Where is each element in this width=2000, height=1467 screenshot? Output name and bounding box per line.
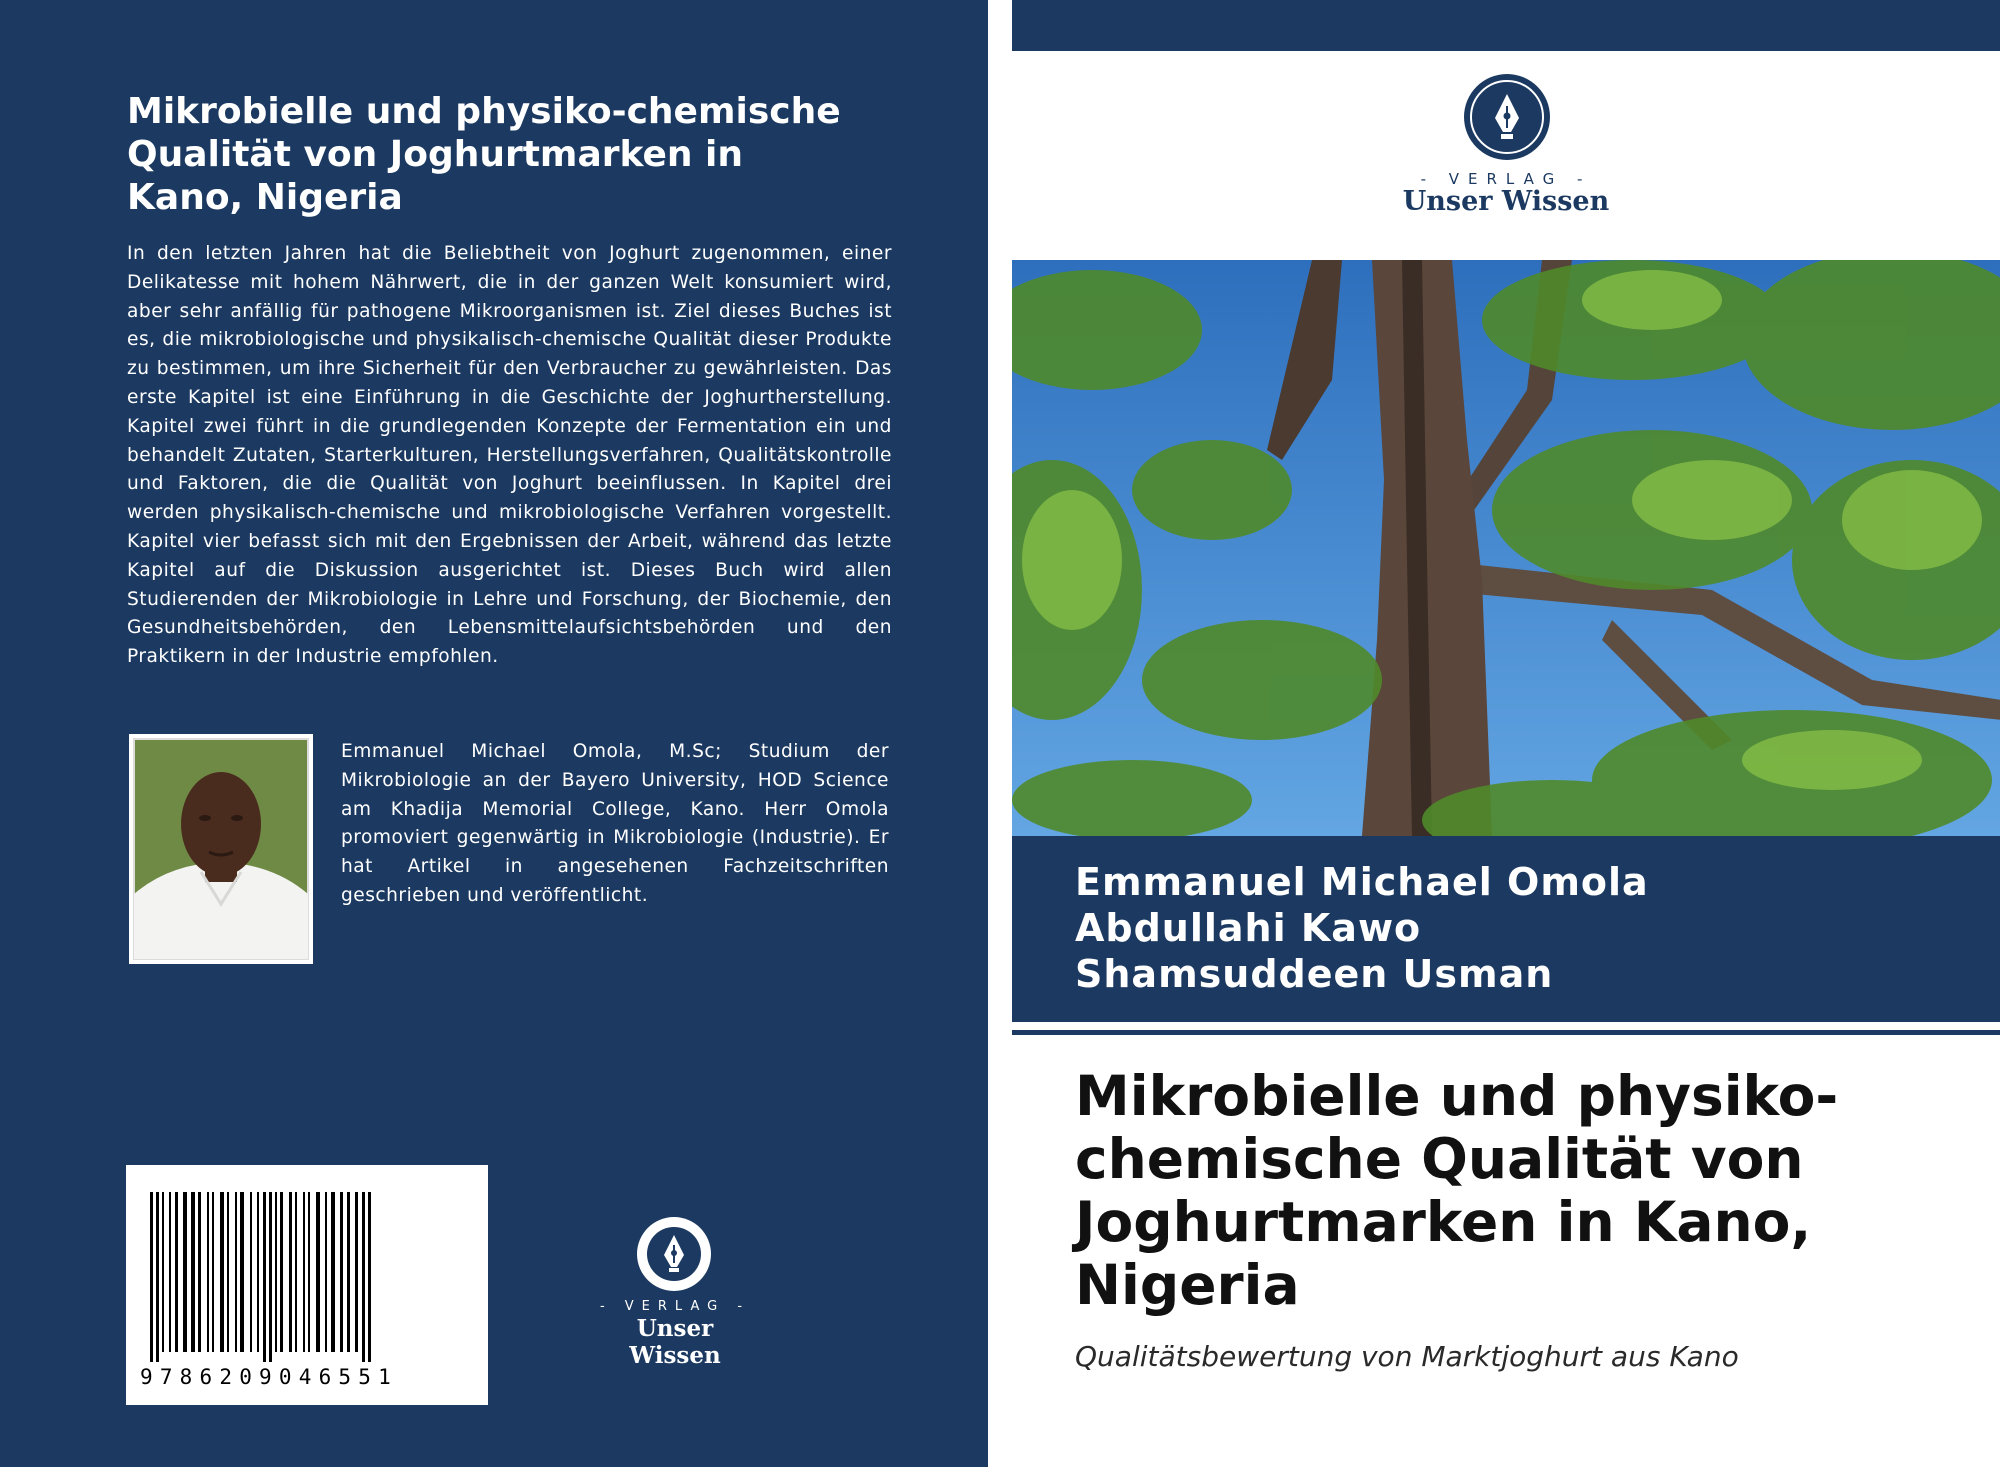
barcode-bar — [331, 1192, 335, 1352]
barcode-bar — [340, 1192, 343, 1352]
top-bar — [1012, 0, 2000, 51]
publisher-logo-back — [590, 1215, 760, 1369]
barcode-bar — [250, 1192, 252, 1352]
barcode-bars — [148, 1192, 468, 1362]
barcode-bar — [368, 1192, 371, 1362]
barcode-bar — [183, 1192, 187, 1352]
author-name-1: Emmanuel Michael Omola — [1075, 860, 1649, 904]
authors-band — [1012, 836, 2000, 1022]
author-photo — [129, 734, 313, 964]
barcode-bar — [169, 1192, 171, 1352]
back-cover — [0, 0, 988, 1467]
barcode-bar — [240, 1192, 244, 1352]
barcode-bar — [207, 1192, 209, 1352]
author-bio: Emmanuel Michael Omola, M.Sc; Studium der Mikrobiologie an der Bayero University, HOD Science am Khadija Memorial College, Kano. Herr Omola promoviert gegenwärtig in Mikrobiologie (Industrie). Er hat Artikel in angesehenen Fachzeitschriften geschrieben und veröffentlicht. — [341, 741, 889, 906]
front-cover-title: Mikrobielle und physiko-chemische Qualität von Joghurtmarken in Kano, Nigeria — [1075, 1064, 1839, 1317]
verlag-label: - VERLAG - — [599, 1299, 751, 1314]
barcode-bar — [347, 1192, 350, 1352]
front-cover-subtitle: Qualitätsbewertung von Marktjoghurt aus Kano — [1075, 1340, 1739, 1373]
publisher-logo-front — [1388, 72, 1624, 222]
front-cover — [1012, 0, 2000, 1467]
barcode-bar — [198, 1192, 201, 1352]
barcode-bar — [275, 1192, 277, 1352]
divider-rule — [1012, 1030, 2000, 1035]
book-summary: In den letzten Jahren hat die Beliebtheit von Joghurt zugenommen, einer Delikatesse mit hohem Nährwert, die in der ganzen Welt konsumiert wird, aber sehr anfällig für pathogene Mikroorganismen ist. Ziel dieses Buches ist es, die mikrobiologische und physikalisch-chemische Qualität dieser Produkte zu bestimmen, um ihre Sicherheit für den Verbraucher zu gewährleisten. Das erste Kapitel ist eine Einführung in die Geschichte der Joghurtherstellung. Kapitel zwei führt in die grundlegenden Konzepte der Fermentation ein und behandelt Zutaten, Starterkulturen, Herstellungsverfahren, Qualitätskontrolle und Faktoren, die die Qualität von Joghurt beeinflussen. In Kapitel drei werden physikalisch-chemische und mikrobiologische Verfahren vorgestellt. Kapitel vier befasst sich mit den Ergebnissen der Arbeit, während das letzte Kapitel auf die Diskussion ausgerichtet ist. Dieses Buch wird allen Studierenden der Mikrobiologie in Lehre und Forschung, der Biochemie, den Gesundheitsbehörden, den Lebensmittelaufsichtsbehörden und den Praktikern in der Industrie empfohlen. — [127, 243, 892, 668]
barcode-bar — [212, 1192, 214, 1352]
publisher-name: Unser Wissen — [629, 1315, 721, 1369]
barcode-bar — [162, 1192, 164, 1352]
barcode-bar — [150, 1192, 153, 1362]
barcode-bar — [295, 1192, 297, 1352]
author-name-2: Abdullahi Kawo — [1075, 906, 1422, 950]
barcode-bar — [269, 1192, 272, 1362]
barcode-bar — [303, 1192, 305, 1352]
isbn-barcode — [126, 1165, 488, 1405]
barcode-bar — [220, 1192, 224, 1352]
barcode-bar — [308, 1192, 310, 1352]
barcode-bar — [235, 1192, 237, 1352]
barcode-bar — [175, 1192, 178, 1352]
author-name-3: Shamsuddeen Usman — [1075, 952, 1554, 996]
isbn-digits: 9786209046551 — [140, 1365, 398, 1389]
fountain-pen-nib-icon — [635, 1215, 713, 1293]
publisher-name: Unser Wissen — [1402, 186, 1610, 217]
barcode-bar — [280, 1192, 283, 1352]
spine-gap — [988, 0, 1012, 1467]
barcode-bar — [362, 1192, 365, 1362]
barcode-bar — [263, 1192, 266, 1362]
barcode-bar — [289, 1192, 292, 1352]
barcode-bar — [325, 1192, 327, 1352]
barcode-bar — [257, 1192, 259, 1352]
barcode-bar — [227, 1192, 229, 1352]
barcode-bar — [191, 1192, 195, 1352]
barcode-bar — [316, 1192, 320, 1352]
back-cover-title: Mikrobielle und physiko-chemische Qualität von Joghurtmarken in Kano, Nigeria — [127, 91, 841, 218]
barcode-bar — [156, 1192, 159, 1362]
cover-photo-pine-tree — [1012, 260, 2000, 836]
verlag-label: - VERLAG - — [1420, 170, 1592, 188]
barcode-bar — [355, 1192, 358, 1352]
fountain-pen-nib-icon — [1462, 72, 1552, 162]
